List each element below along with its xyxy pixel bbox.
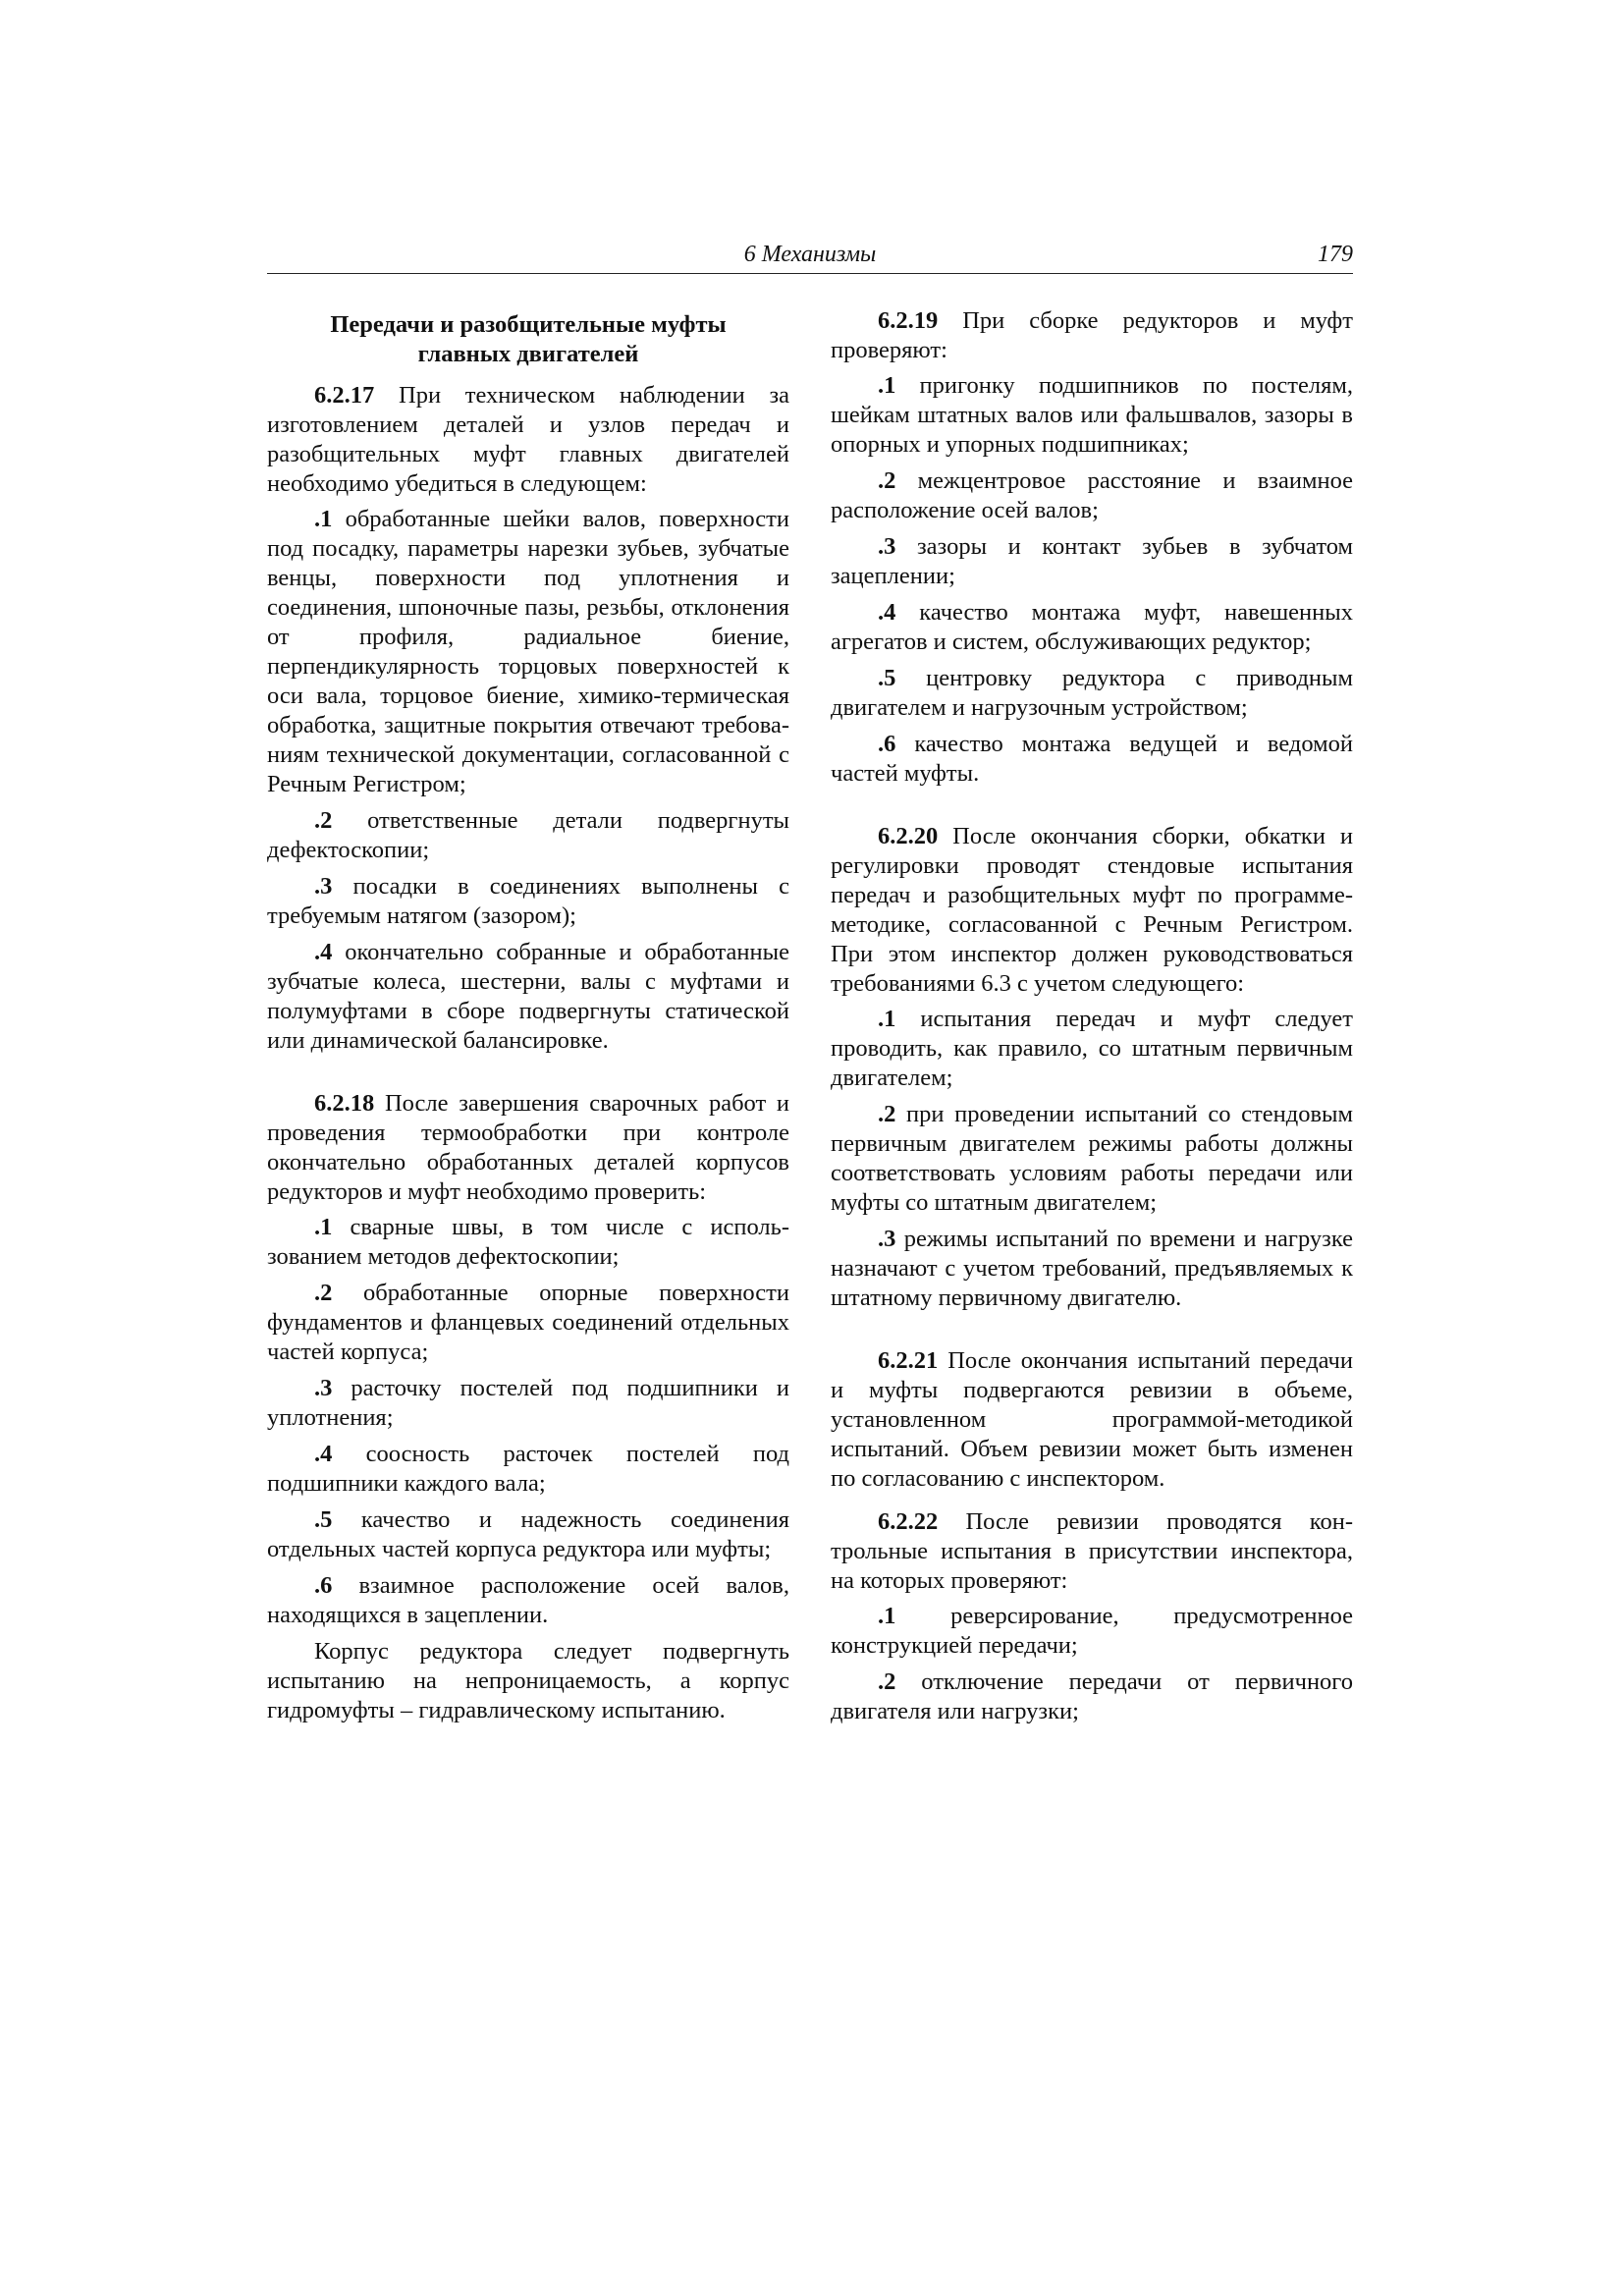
list-item: [267, 1505, 789, 1564]
section-heading-line1: Передачи и разобщительные муфты: [330, 311, 727, 338]
list-item: [831, 1005, 1353, 1093]
item-number: .1: [878, 372, 896, 399]
item-text: расточку постелей под подшипники и уплотнения;: [267, 1375, 789, 1431]
item-text: обработанные опорные поверхности фундаментов и фланцевых соединений отдельных частей корпуса;: [267, 1280, 789, 1365]
running-header: [267, 240, 1353, 274]
clause-text: После завершения сварочных работ и проведения термообработки при контроле окончательно обработанных деталей корпусов редукторов и муфт необходимо проверить:: [267, 1090, 789, 1205]
item-number: .2: [878, 1101, 896, 1127]
item-text: взаимное расположение осей валов, находящихся в зацеплении.: [267, 1572, 789, 1628]
list-item: [267, 1213, 789, 1272]
list-item: [267, 1279, 789, 1367]
list-item: [831, 1225, 1353, 1313]
list-item: [267, 806, 789, 865]
clause-number: 6.2.19: [878, 307, 939, 334]
item-number: .5: [878, 665, 896, 691]
list-item: [831, 371, 1353, 460]
item-text: посадки в соединениях выполнены с требуемым натягом (зазором);: [267, 873, 789, 929]
item-number: .3: [314, 1375, 333, 1401]
item-number: .4: [314, 1441, 333, 1467]
item-text: обработанные шейки валов, поверхности под посадку, параметры нарезки зубьев, зубчатые венцы, поверхности под уплотнения и соединения, шпоночные пазы, резьбы, отклонения от профиля, радиальное биение, перпендикулярность торцовых поверхностей к оси вала, торцовое биение, химико-термическая обработка, защитные покрытия отвечают требованиям технической документации, согласованной с Речным Регистром;: [267, 506, 789, 797]
list-item: [831, 1100, 1353, 1218]
paragraph-6-2-22: [831, 1507, 1353, 1596]
list-item: [831, 664, 1353, 723]
item-number: .4: [314, 939, 333, 965]
item-text: испытания передач и муфт следует проводить, как правило, со штатным первичным двигателем;: [831, 1006, 1353, 1091]
item-number: .1: [878, 1603, 896, 1629]
list-item: [267, 1440, 789, 1499]
item-text: ответственные детали подвергнуты дефектоскопии;: [267, 807, 789, 863]
clause-text: После окончания испытаний передачи и муфты подвергаются ревизии в объеме, установленном программой-методикой испытаний. Объем ревизии может быть изменен по согласованию с инспектором.: [831, 1347, 1353, 1492]
list-item: [831, 466, 1353, 525]
item-number: .3: [878, 1226, 896, 1252]
list-item: [831, 1667, 1353, 1726]
left-column: [267, 306, 789, 1732]
item-text: пригонку подшипников по постелям, шейкам штатных валов или фальшвалов, зазоры в опорных и упорных подшипниках;: [831, 372, 1353, 458]
item-number: .1: [314, 1214, 333, 1240]
chapter-title: 6 Механизмы: [743, 242, 877, 267]
closing-paragraph: Корпус редуктора следует подвергнуть испытанию на непроницаемость, а корпус гидромуфты – гидравлическому испытанию.: [267, 1638, 789, 1723]
item-text: соосность расточек постелей под подшипники каждого вала;: [267, 1441, 789, 1497]
list-item: [267, 938, 789, 1056]
item-text: зазоры и контакт зубьев в зубчатом зацеплении;: [831, 533, 1353, 589]
item-number: .2: [314, 807, 333, 834]
paragraph-6-2-17: [267, 381, 789, 499]
clause-text: При сборке редукторов и муфт проверяют:: [831, 307, 1353, 363]
item-number: .6: [314, 1572, 333, 1599]
item-number: .5: [314, 1506, 333, 1533]
item-text: качество и надежность соединения отдельных частей корпуса редуктора или муфты;: [267, 1506, 789, 1562]
item-text: центровку редуктора с приводным двигателем и нагрузочным устройством;: [831, 665, 1353, 721]
clause-text: После ревизии проводятся контрольные испытания в присутствии инспектора, на которых проверяют:: [831, 1508, 1353, 1594]
page-number: 179: [1318, 242, 1353, 267]
item-text: межцентровое расстояние и взаимное расположение осей валов;: [831, 467, 1353, 523]
paragraph-6-2-21: [831, 1346, 1353, 1494]
item-number: .2: [878, 467, 896, 494]
clause-number: 6.2.18: [314, 1090, 375, 1117]
item-number: .1: [314, 506, 333, 532]
item-text: сварные швы, в том числе с использованием методов дефектоскопии;: [267, 1214, 789, 1270]
item-number: .3: [878, 533, 896, 560]
item-text: качество монтажа муфт, навешенных агрегатов и систем, обслуживающих редуктор;: [831, 599, 1353, 655]
item-number: .2: [314, 1280, 333, 1306]
item-number: .2: [878, 1668, 896, 1695]
list-item: [831, 532, 1353, 591]
list-item: [831, 598, 1353, 657]
clause-number: 6.2.21: [878, 1347, 939, 1374]
paragraph-6-2-18: [267, 1089, 789, 1207]
item-text: окончательно собранные и обработанные зубчатые колеса, шестерни, валы с муфтами и полумуфтами в сборе подвергнуты статической или динамической балансировке.: [267, 939, 789, 1054]
list-item: [831, 730, 1353, 789]
list-item: [267, 505, 789, 799]
item-number: .1: [878, 1006, 896, 1032]
right-column: [831, 306, 1353, 1733]
paragraph-6-2-19: [831, 306, 1353, 365]
clause-number: 6.2.20: [878, 823, 939, 849]
item-text: при проведении испытаний со стендовым первичным двигателем режимы работы должны соответствовать условиям работы передачи или муфты со штатным двигателем;: [831, 1101, 1353, 1216]
clause-number: 6.2.22: [878, 1508, 939, 1535]
list-item: [267, 1571, 789, 1630]
item-number: .6: [878, 731, 896, 757]
item-text: качество монтажа ведущей и ведомой частей муфты.: [831, 731, 1353, 787]
item-text: отключение передачи от первичного двигателя или нагрузки;: [831, 1668, 1353, 1724]
section-heading: [267, 310, 789, 369]
list-item: [267, 1374, 789, 1433]
clause-number: 6.2.17: [314, 382, 375, 409]
list-item: [267, 872, 789, 931]
paragraph-6-2-20: [831, 822, 1353, 999]
item-number: .3: [314, 873, 333, 900]
clause-text: При техническом наблюдении за изготовлением деталей и узлов передач и разобщительных муфт главных двигателей необходимо убедиться в следующем:: [267, 382, 789, 497]
item-number: .4: [878, 599, 896, 626]
list-item: [831, 1602, 1353, 1661]
item-text: режимы испытаний по времени и нагрузке назначают с учетом требований, предъявляемых к штатному первичному двигателю.: [831, 1226, 1353, 1311]
section-heading-line2: главных двигателей: [417, 341, 639, 367]
item-text: реверсирование, предусмотренное конструкцией передачи;: [831, 1603, 1353, 1659]
clause-text: После окончания сборки, обкатки и регулировки проводят стендовые испытания передач и разобщительных муфт по программе-методике, согласованной с Речным Регистром. При этом инспектор должен руководствоваться требованиями 6.3 с учетом следующего:: [831, 823, 1353, 997]
